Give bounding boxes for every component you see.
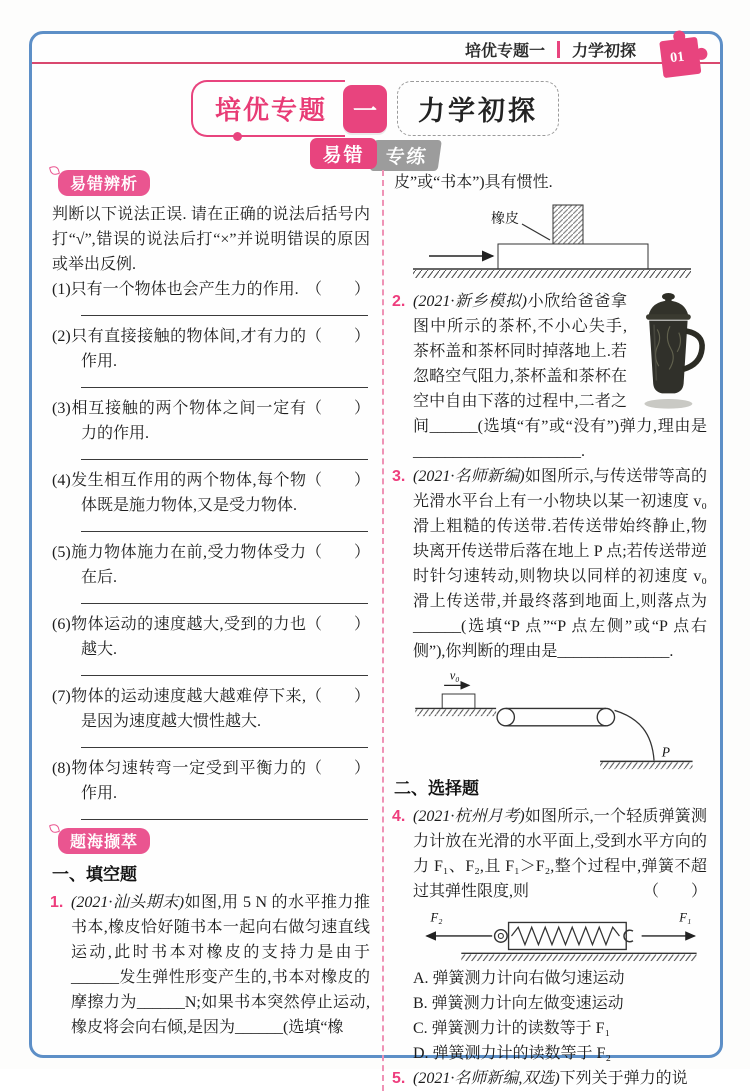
statement-text: (1)只有一个物体也会产生力的作用. xyxy=(52,281,299,298)
answer-paren: （ ） xyxy=(642,883,707,900)
option-d: D. 弹簧测力计的读数等于 F₂ xyxy=(413,1045,612,1062)
book-block xyxy=(498,244,648,269)
trajectory-curve xyxy=(614,710,653,760)
statement-7 xyxy=(52,684,370,748)
answer-line xyxy=(81,592,368,604)
banner-title: 力学初探 xyxy=(397,81,559,136)
answer-line xyxy=(81,376,368,388)
question-source: (2021·名师新编) xyxy=(413,468,525,485)
answer-paren: （ ） xyxy=(305,544,370,561)
question-4 xyxy=(394,804,707,904)
answer-paren: （ ） xyxy=(305,760,370,777)
statement-text: (8)物体匀速转弯一定受到平衡力的作用. xyxy=(52,760,306,802)
answer-line xyxy=(81,448,368,460)
answer-paren: （ ） xyxy=(305,616,370,633)
question-text: 如图所示,与传送带等高的光滑水平台上有一小物块以某一初速度 v₀ 滑上粗糙的传送带.若传送带始终静止,物块离开传送带后落在地上 P 点;若传送带逆时针匀速转动,则物块以同样的初速度 v₀ 滑上传送带,并最终落到地面上,则落点为______(选填“P 点”“P 点左侧”或“P 点右侧”),你判断的理由是______________. xyxy=(413,468,707,660)
puzzle-icon xyxy=(652,28,708,82)
statement-text: (5)施力物体施力在前,受力物体受力在后. xyxy=(52,544,306,586)
option-a: A. 弹簧测力计向右做匀速运动 xyxy=(413,970,625,987)
question-2 xyxy=(394,289,707,464)
banner-number: 一 xyxy=(343,85,387,133)
v0-label: v₀ xyxy=(449,668,460,683)
option-c: C. 弹簧测力计的读数等于 F₁ xyxy=(413,1020,611,1037)
belt-roller-right xyxy=(597,708,614,725)
pull-ring-inner xyxy=(498,933,503,938)
question-text: 下列关于弹力的说 xyxy=(559,1070,688,1087)
eraser-label: 橡皮 xyxy=(490,212,519,227)
leader-line xyxy=(522,224,550,240)
intro-text: 判断以下说法正误. 请在正确的说法后括号内打“√”,错误的说法后打“×”并说明错误的原因或举出反例. xyxy=(52,206,370,273)
question-1-continuation: 皮”或“书本”)具有惯性. xyxy=(394,174,553,191)
section-badge-harvest: 题海撷萃 xyxy=(58,828,150,854)
question-number: 1. xyxy=(50,894,64,911)
statement-5 xyxy=(52,540,370,604)
answer-line xyxy=(81,664,368,676)
statement-text: (6)物体运动的速度越大,受到的力也越大. xyxy=(52,616,306,658)
f2-label: F₂ xyxy=(429,910,442,925)
answer-paren: （ ） xyxy=(305,688,370,705)
statement-8 xyxy=(52,756,370,820)
question-source: (2021·杭州月考) xyxy=(413,808,525,825)
subtitle-tag xyxy=(0,138,750,169)
belt-roller-left xyxy=(497,708,514,725)
title-banner xyxy=(0,80,750,137)
teacup-image xyxy=(633,291,707,411)
question-number: 5. xyxy=(392,1070,406,1087)
heading-choice: 二、选择题 xyxy=(394,779,479,798)
cup-lid xyxy=(648,301,688,316)
answer-paren: （ ） xyxy=(305,400,370,417)
column-left xyxy=(52,170,370,1091)
question-number: 3. xyxy=(392,468,406,485)
conveyor-diagram xyxy=(401,668,701,772)
page-number-badge xyxy=(652,28,708,87)
subtitle-left: 易错 xyxy=(310,138,376,169)
header-divider xyxy=(557,41,560,58)
header-topic: 培优专题一 xyxy=(464,42,545,60)
column-divider xyxy=(382,170,384,1091)
question-source: (2021·名师新编,双选) xyxy=(413,1070,560,1087)
platform-hatch xyxy=(415,709,496,716)
statement-text: (4)发生相互作用的两个物体,每个物体既是施力物体,又是受力物体. xyxy=(52,472,306,514)
answer-line xyxy=(81,520,368,532)
answer-paren: （ ） xyxy=(305,472,370,489)
question-text: 如图所示,一个轻质弹簧测力计放在光滑的水平面上,受到水平方向的力 F₁、F₂,且 F₁＞F₂,整个过程中,弹簧不超过其弹性限度,则 xyxy=(413,808,707,900)
statement-text: (2)只有直接接触的物体间,才有力的作用. xyxy=(52,328,306,370)
column-right xyxy=(394,170,707,1091)
two-column-layout xyxy=(52,170,707,1091)
statement-3 xyxy=(52,396,370,460)
question-1 xyxy=(52,890,370,1040)
option-b: B. 弹簧测力计向左做变速运动 xyxy=(413,995,624,1012)
question-source: (2021·汕头期末) xyxy=(71,894,185,911)
eraser-block xyxy=(553,205,583,244)
f1-label: F₁ xyxy=(678,910,691,925)
ground-hatch xyxy=(461,954,696,961)
banner-label: 培优专题 xyxy=(191,80,345,137)
subtitle-right: 专练 xyxy=(369,140,441,171)
question-text: 小欣给爸爸拿图中所示的茶杯,不小心失手,茶杯盖和茶杯同时掉落地上.若忽略空气阻力,茶杯盖和茶杯在空中自由下落的过程中,二者之间______(选填“有”或“没有”)弹力,理由是_____________________. xyxy=(413,293,707,460)
section-badge-analysis: 易错辨析 xyxy=(58,170,150,196)
statement-text: (7)物体的运动速度越大越难停下来,是因为速度越大惯性越大. xyxy=(52,688,306,730)
cup-shadow xyxy=(644,399,692,409)
question-number: 4. xyxy=(392,808,406,825)
question-number: 2. xyxy=(392,293,406,310)
statement-text: (3)相互接触的两个物体之间一定有力的作用. xyxy=(52,400,306,442)
block xyxy=(442,694,475,708)
statement-6 xyxy=(52,612,370,676)
answer-paren: （ ） xyxy=(305,328,370,345)
question-3 xyxy=(394,464,707,664)
question-source: (2021·新乡模拟) xyxy=(413,293,527,310)
dynamometer-case xyxy=(508,922,626,949)
page-header xyxy=(32,36,720,62)
header-title: 力学初探 xyxy=(571,42,636,60)
question-5 xyxy=(394,1066,707,1091)
ground-hatch xyxy=(600,762,692,769)
answer-line xyxy=(81,736,368,748)
page-number: 01 xyxy=(669,49,686,67)
p-label: P xyxy=(661,744,670,760)
answer-line xyxy=(81,304,368,316)
ground-hatch xyxy=(413,270,691,278)
heading-fill-blanks: 一、填空题 xyxy=(52,865,137,884)
statement-4 xyxy=(52,468,370,532)
statement-2 xyxy=(52,324,370,388)
statement-1 xyxy=(52,277,370,316)
header-rule xyxy=(32,62,720,64)
eraser-diagram xyxy=(403,199,699,285)
question-text: 如图,用 5 N 的水平推力推书本,橡皮恰好随书本一起向右做匀速直线运动,此时书本对橡皮的支持力是由于______发生弹性形变产生的,书本对橡皮的摩擦力为______N;如果书本突然停止运动,橡皮将会向右倾,是因为______(选填“橡 xyxy=(71,894,370,1036)
answer-line xyxy=(81,808,368,820)
spring-diagram xyxy=(401,908,701,962)
answer-paren: （ ） xyxy=(305,281,370,298)
